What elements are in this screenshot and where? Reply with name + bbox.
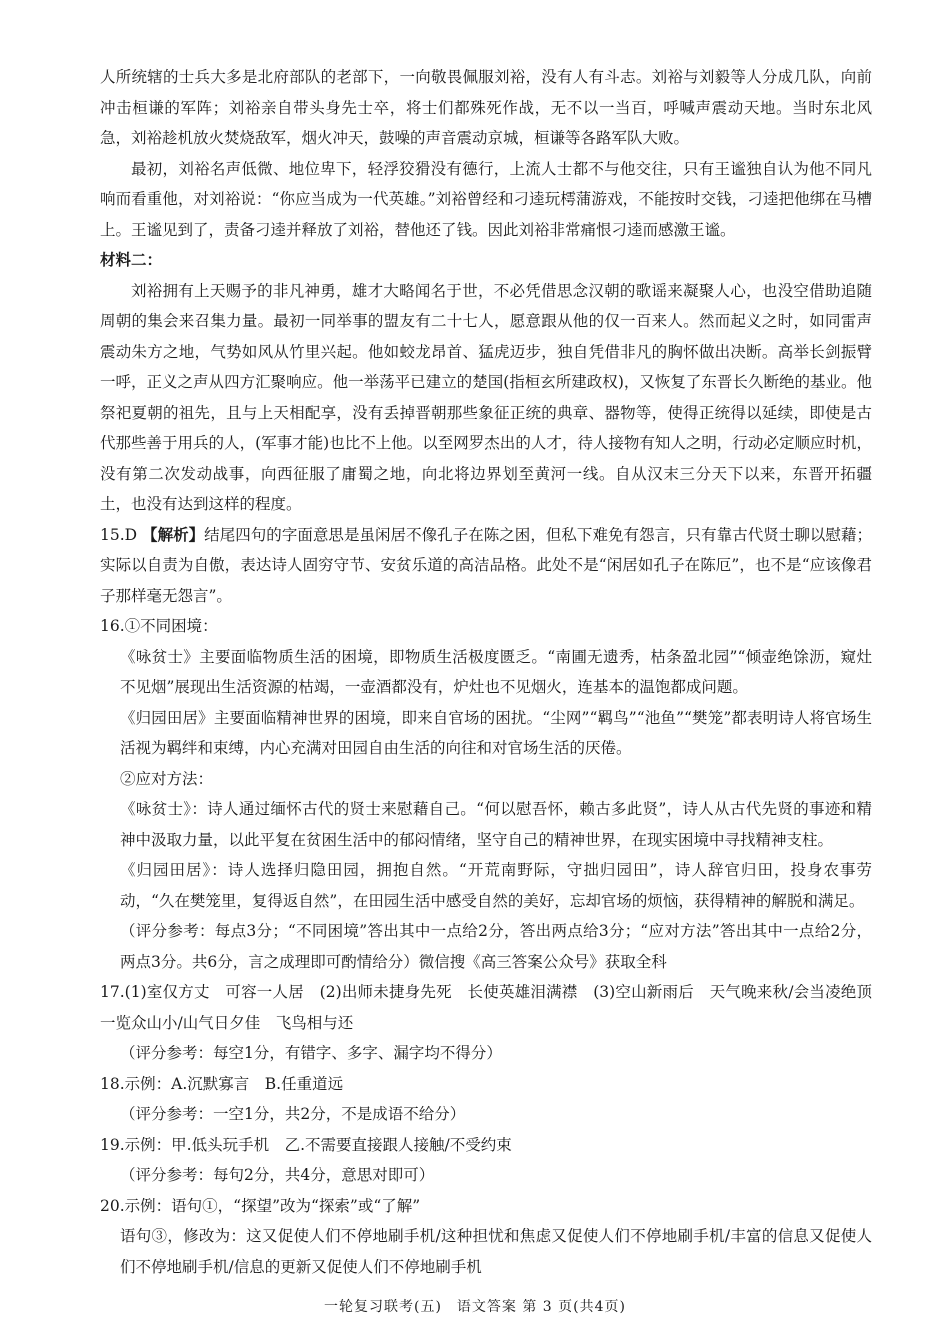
question-17-score: （评分参考：每空1分，有错字、多字、漏字均不得分） [120, 1044, 502, 1062]
question-15-text: 结尾四句的字面意思是虽闲居不像孔子在陈之困，但私下难免有怨言，只有靠古代贤士聊以慰藉；实际以自责为自傲，表达诗人固穷守节、安贫乐道的高洁品格。此处不是“闲居如孔子在陈厄”，也不是“应该像君子那样毫无怨言”。 [100, 525, 872, 605]
question-20-text: 示例：语句①，“探望”改为“探索”或“了解” [124, 1196, 421, 1215]
question-15-analysis-tag: 【解析】 [142, 524, 205, 544]
question-15-number: 15.D [100, 525, 138, 544]
question-19-number: 19. [100, 1135, 125, 1154]
question-16-paragraph-3: 《咏贫士》：诗人通过缅怀古代的贤士来慰藉自己。“何以慰吾怀，赖古多此贤”，诗人从古代先贤的事迹和精神中汲取力量，以此平复在贫困生活中的郁闷情绪，坚守自己的精神世界，在现实困境中寻找精神支柱。 [120, 800, 872, 849]
question-18-score: （评分参考：一空1分，共2分，不是成语不给分） [120, 1105, 466, 1123]
question-16-paragraph-2: 《归园田居》主要面临精神世界的困境，即来自官场的困扰。“尘网”“羁鸟”“池鱼”“樊笼”都表明诗人将官场生活视为羁绊和束缚，内心充满对田园自由生活的向往和对官场生活的厌倦。 [120, 708, 872, 757]
page-content [100, 62, 888, 1282]
question-17 [100, 977, 888, 1038]
question-19-text: 示例：甲.低头玩手机 乙.不需要直接跟人接触/不受约束 [124, 1135, 512, 1154]
question-16-number: 16. [100, 617, 125, 635]
question-15 [100, 520, 872, 612]
question-17-text: (1)室仅方丈 可容一人居 (2)出师未捷身先死 长使英雄泪满襟 (3)空山新雨后 天气晚来秋/会当凌绝顶 一览众山小/山气日夕佳 飞鸟相与还 [100, 983, 888, 1032]
question-18 [100, 1069, 872, 1100]
question-20-text-2: 语句③，修改为：这又促使人们不停地刷手机/这种担忧和焦虑又促使人们不停地刷手机/丰富的信息又促使人们不停地刷手机/信息的更新又促使人们不停地刷手机 [120, 1227, 872, 1276]
question-18-number: 18. [100, 1074, 125, 1093]
page-footer: 一轮复习联考(五) 语文答案 第 3 页(共4页) [323, 1299, 626, 1315]
question-16-sub2: ②应对方法： [120, 769, 214, 788]
question-16-sub1: ①不同困境： [124, 617, 218, 635]
question-17-number: 17. [100, 983, 125, 1001]
question-20-number: 20. [100, 1196, 125, 1215]
question-18-text: 示例：A.沉默寡言 B.任重道远 [124, 1074, 344, 1093]
material-one-paragraph-1: 人所统辖的士兵大多是北府部队的老部下，一向敬畏佩服刘裕，没有人有斗志。刘裕与刘毅等人分成几队，向前冲击桓谦的军阵；刘裕亲自带头身先士卒，将士们都殊死作战，无不以一当百，呼喊声震动天地。当时东北风急，刘裕趁机放火焚烧敌军，烟火冲天，鼓噪的声音震动京城，桓谦等各路军队大败。 [100, 68, 872, 147]
question-19 [100, 1130, 872, 1161]
material-two-heading: 材料二： [100, 250, 163, 269]
question-19-score: （评分参考：每句2分，共4分，意思对即可） [120, 1166, 435, 1184]
material-two-paragraph: 刘裕拥有上天赐予的非凡神勇，雄才大略闻名于世，不必凭借思念汉朝的歌谣来凝聚人心，也没空借助追随周朝的集会来召集力量。最初一同举事的盟友有二十七人，愿意跟从他的仅一百来人。然而起义之时，如同雷声震动朱方之地，气势如风从竹里兴起。他如蛟龙昂首、猛虎迈步，独自凭借非凡的胸怀做出决断。高举长剑振臂一呼，正义之声从四方汇聚响应。他一举荡平已建立的楚国(指桓玄所建政权)，又恢复了东晋长久断绝的基业。他祭祀夏朝的祖先，且与上天相配享，没有丢掉晋朝那些象征正统的典章、器物等，使得正统得以延续，即使是古代那些善于用兵的人，(军事才能)也比不上他。以至网罗杰出的人才，待人接物有知人之明，行动必定顺应时机，没有第二次发动战事，向西征服了庸蜀之地，向北将边界划至黄河一线。自从汉末三分天下以来，东晋开拓疆土，也没有达到这样的程度。 [100, 281, 872, 513]
question-16-paragraph-1: 《咏贫士》主要面临物质生活的困境，即物质生活极度匮乏。“南圃无遗秀，枯条盈北园”“倾壶绝馀沥，窥灶不见烟”展现出生活资源的枯竭，一壶酒都没有，炉灶也不见烟火，连基本的温饱都成问题。 [120, 647, 872, 696]
question-16-score: （评分参考：每点3分；“不同困境”答出其中一点给2分，答出两点给3分；“应对方法”答出其中一点给2分，两点3分。共6分，言之成理即可酌情给分）微信搜《高三答案公众号》获取全科 [120, 922, 872, 971]
question-20 [100, 1191, 872, 1222]
material-one-paragraph-2: 最初，刘裕名声低微、地位卑下，轻浮狡猾没有德行，上流人士都不与他交往，只有王谧独自认为他不同凡响而看重他，对刘裕说：“你应当成为一代英雄。”刘裕曾经和刁逵玩樗蒲游戏，不能按时交钱，刁逵把他绑在马槽上。王谧见到了，责备刁逵并释放了刘裕，替他还了钱。因此刘裕非常痛恨刁逵而感激王谧。 [100, 159, 872, 239]
question-16-heading [100, 611, 872, 642]
question-16-paragraph-4: 《归园田居》：诗人选择归隐田园，拥抱自然。“开荒南野际，守拙归园田”，诗人辞官归田，投身农事劳动，“久在樊笼里，复得返自然”，在田园生活中感受自然的美好，忘却官场的烦恼，获得精神的解脱和满足。 [120, 861, 872, 910]
